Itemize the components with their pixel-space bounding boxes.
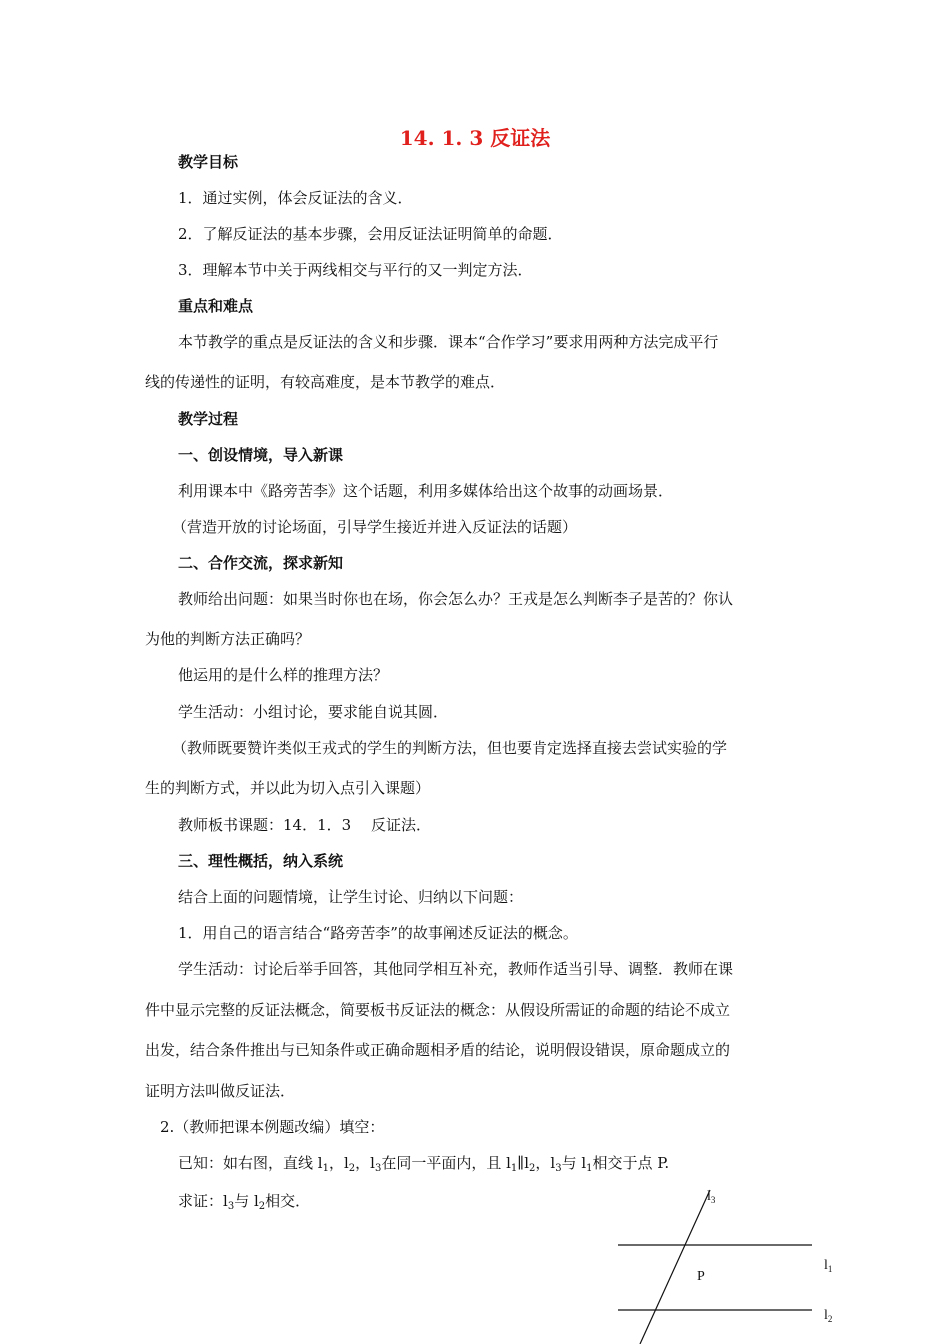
key-text-line-1: 本节教学的重点是反证法的含义和步骤．课本“合作学习”要求用两种方法完成平行	[178, 333, 719, 351]
section3-activity-line-3: 出发，结合条件推出与已知条件或正确命题相矛盾的结论，说明假设错误，原命题成立的	[145, 1041, 731, 1059]
label-l3: $l_3$	[707, 1189, 716, 1205]
section1-line-2: （营造开放的讨论场面，引导学生接近并进入反证法的话题）	[172, 518, 578, 536]
key-text-line-2: 线的传递性的证明，有较高难度，是本节教学的难点．	[145, 373, 506, 391]
section2-note-line-1: （教师既要赞许类似王戎式的学生的判断方法，但也要肯定选择直接去尝试实验的学	[172, 739, 728, 757]
geometry-figure	[600, 1180, 950, 1344]
objective-1: 1．通过实例，体会反证法的含义．	[178, 189, 413, 207]
given-statement: 已知：如右图，直线 $l_1$，$l_2$，$l_3$在同一平面内，且 $l_1\parallel l_2$，$l_3$与 $l_1$相交于点 P.	[178, 1154, 670, 1174]
section3-activity-line-4: 证明方法叫做反证法．	[145, 1082, 296, 1100]
section2-board: 教师板书课题：14．1．3 反证法．	[178, 816, 431, 834]
section2-heading: 二、合作交流，探求新知	[178, 554, 344, 572]
section2-activity: 学生活动：小组讨论，要求能自说其圆．	[178, 703, 449, 721]
section1-line-1: 利用课本中《路旁苦李》这个话题，利用多媒体给出这个故事的动画场景．	[178, 482, 674, 500]
section3-item-1: 1．用自己的语言结合“路旁苦李”的故事阐述反证法的概念。	[178, 924, 578, 942]
section1-heading: 一、创设情境，导入新课	[178, 446, 344, 464]
label-l1: $l_1$	[824, 1258, 833, 1274]
objective-3: 3．理解本节中关于两线相交与平行的又一判定方法．	[178, 261, 533, 279]
section3-intro: 结合上面的问题情境，让学生讨论、归纳以下问题：	[178, 888, 524, 906]
section3-heading: 三、理性概括，纳入系统	[178, 852, 344, 870]
process-heading: 教学过程	[178, 410, 239, 428]
section2-question-line-1: 教师给出问题：如果当时你也在场，你会怎么办？王戎是怎么判断李子是苦的？你认	[178, 590, 734, 608]
label-p: P	[697, 1269, 705, 1284]
section2-question-line-2: 为他的判断方法正确吗？	[145, 630, 311, 648]
label-l2: $l_2$	[824, 1308, 833, 1324]
page-title: 14. 1. 3 反证法	[399, 126, 551, 150]
objectives-heading: 教学目标	[178, 153, 239, 171]
line-l3	[640, 1190, 710, 1344]
section3-activity-line-1: 学生活动：讨论后举手回答，其他同学相互补充，教师作适当引导、调整．教师在课	[178, 960, 734, 978]
prove-statement: 求证：$l_3$与 $l_2$相交．	[178, 1192, 311, 1212]
section2-question-2: 他运用的是什么样的推理方法？	[178, 666, 389, 684]
section3-activity-line-2: 件中显示完整的反证法概念，简要板书反证法的概念：从假设所需证的命题的结论不成立	[145, 1001, 731, 1019]
key-heading: 重点和难点	[178, 297, 254, 315]
section2-note-line-2: 生的判断方式，并以此为切入点引入课题）	[145, 779, 431, 797]
section3-item-2: 2.（教师把课本例题改编）填空：	[160, 1118, 385, 1136]
objective-2: 2．了解反证法的基本步骤，会用反证法证明简单的命题．	[178, 225, 563, 243]
